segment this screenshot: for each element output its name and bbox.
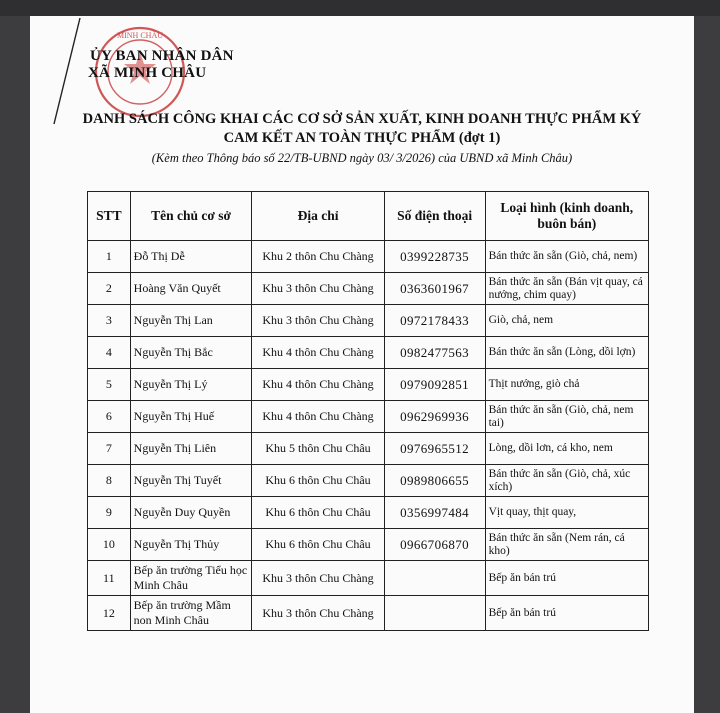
cell-owner: Nguyễn Thị Huế — [130, 401, 252, 433]
cell-address: Khu 3 thôn Chu Chàng — [252, 305, 384, 337]
cell-phone: 0979092851 — [384, 369, 485, 401]
cell-type: Bán thức ăn sẵn (Bán vịt quay, cá nướng, chim quay) — [485, 273, 648, 305]
svg-text:MINH CHÂU: MINH CHÂU — [117, 31, 163, 40]
cell-owner: Nguyễn Thị Bắc — [130, 337, 252, 369]
document-subtitle: (Kèm theo Thông báo số 22/TB-UBND ngày 03/ 3/2026) của UBND xã Minh Châu) — [151, 151, 573, 165]
table-row — [88, 561, 649, 596]
cell-phone: 0399228735 — [384, 241, 485, 273]
cell-owner: Hoàng Văn Quyết — [130, 273, 252, 305]
cell-address: Khu 6 thôn Chu Châu — [252, 497, 384, 529]
cell-stt: 8 — [88, 465, 131, 497]
table-row — [88, 401, 649, 433]
agency-name: ỦY BAN NHÂN DÂN — [90, 48, 234, 64]
cell-type: Bán thức ăn sẵn (Nem rán, cá kho) — [485, 529, 648, 561]
cell-type: Bán thức ăn sẵn (Giò, chả, xúc xích) — [485, 465, 648, 497]
cell-stt: 12 — [88, 596, 131, 631]
table-row — [88, 465, 649, 497]
cell-stt: 5 — [88, 369, 131, 401]
top-shadow-band — [0, 0, 720, 16]
document-page — [30, 16, 694, 713]
document-title-line2: CAM KẾT AN TOÀN THỰC PHẨM (đợt 1) — [223, 130, 501, 146]
cell-type: Bếp ăn bán trú — [485, 596, 648, 631]
cell-stt: 7 — [88, 433, 131, 465]
cell-phone: 0962969936 — [384, 401, 485, 433]
cell-owner: Nguyễn Thị Lan — [130, 305, 252, 337]
cell-address: Khu 4 thôn Chu Chàng — [252, 401, 384, 433]
cell-stt: 1 — [88, 241, 131, 273]
cell-type: Thịt nướng, giò chả — [485, 369, 648, 401]
cell-phone: 0356997484 — [384, 497, 485, 529]
table-header-row — [88, 192, 649, 241]
col-header-address: Địa chỉ — [252, 192, 384, 241]
table-row — [88, 273, 649, 305]
cell-address: Khu 6 thôn Chu Châu — [252, 465, 384, 497]
cell-stt: 2 — [88, 273, 131, 305]
cell-address: Khu 3 thôn Chu Chàng — [252, 596, 384, 631]
cell-stt: 9 — [88, 497, 131, 529]
document-title-line1: DANH SÁCH CÔNG KHAI CÁC CƠ SỞ SẢN XUẤT, KINH DOANH THỰC PHẨM KÝ — [82, 111, 642, 127]
cell-phone: 0982477563 — [384, 337, 485, 369]
table-row — [88, 305, 649, 337]
commune-name: XÃ MINH CHÂU — [88, 65, 207, 81]
cell-owner: Nguyễn Thị Lý — [130, 369, 252, 401]
col-header-phone: Số điện thoại — [384, 192, 485, 241]
cell-owner: Đỗ Thị Dễ — [130, 241, 252, 273]
cell-owner: Nguyễn Thị Liên — [130, 433, 252, 465]
cell-owner: Nguyễn Thị Tuyết — [130, 465, 252, 497]
cell-type: Bếp ăn bán trú — [485, 561, 648, 596]
table-row — [88, 529, 649, 561]
table-row — [88, 369, 649, 401]
table-row — [88, 337, 649, 369]
cell-type: Bán thức ăn sẵn (Giò, chả, nem) — [485, 241, 648, 273]
cell-address: Khu 2 thôn Chu Chàng — [252, 241, 384, 273]
cell-stt: 3 — [88, 305, 131, 337]
cell-type: Vịt quay, thịt quay, — [485, 497, 648, 529]
cell-stt: 4 — [88, 337, 131, 369]
cell-phone: 0972178433 — [384, 305, 485, 337]
table-row — [88, 241, 649, 273]
cell-phone: 0989806655 — [384, 465, 485, 497]
cell-owner: Bếp ăn trường Tiểu học Minh Châu — [130, 561, 252, 596]
cell-address: Khu 3 thôn Chu Chàng — [252, 273, 384, 305]
cell-owner: Bếp ăn trường Mầm non Minh Châu — [130, 596, 252, 631]
cell-type: Lòng, dồi lơn, cá kho, nem — [485, 433, 648, 465]
col-header-owner: Tên chủ cơ sở — [130, 192, 252, 241]
cell-address: Khu 5 thôn Chu Châu — [252, 433, 384, 465]
cell-address: Khu 4 thôn Chu Chàng — [252, 337, 384, 369]
scan-edge-line — [52, 16, 82, 126]
cell-phone: 0363601967 — [384, 273, 485, 305]
cell-type: Bán thức ăn sẵn (Giò, chả, nem tai) — [485, 401, 648, 433]
establishment-table — [87, 191, 649, 631]
cell-type: Bán thức ăn sẵn (Lòng, dồi lợn) — [485, 337, 648, 369]
table-row — [88, 596, 649, 631]
cell-phone: 0976965512 — [384, 433, 485, 465]
col-header-stt: STT — [88, 192, 131, 241]
cell-address: Khu 3 thôn Chu Chàng — [252, 561, 384, 596]
col-header-type: Loại hình (kinh doanh, buôn bán) — [485, 192, 648, 241]
cell-stt: 6 — [88, 401, 131, 433]
cell-stt: 10 — [88, 529, 131, 561]
cell-address: Khu 4 thôn Chu Chàng — [252, 369, 384, 401]
table-row — [88, 433, 649, 465]
table-row — [88, 497, 649, 529]
cell-address: Khu 6 thôn Chu Châu — [252, 529, 384, 561]
cell-phone: 0966706870 — [384, 529, 485, 561]
cell-phone — [384, 596, 485, 631]
cell-owner: Nguyễn Duy Quyền — [130, 497, 252, 529]
cell-type: Giò, chả, nem — [485, 305, 648, 337]
cell-phone — [384, 561, 485, 596]
cell-stt: 11 — [88, 561, 131, 596]
cell-owner: Nguyễn Thị Thủy — [130, 529, 252, 561]
